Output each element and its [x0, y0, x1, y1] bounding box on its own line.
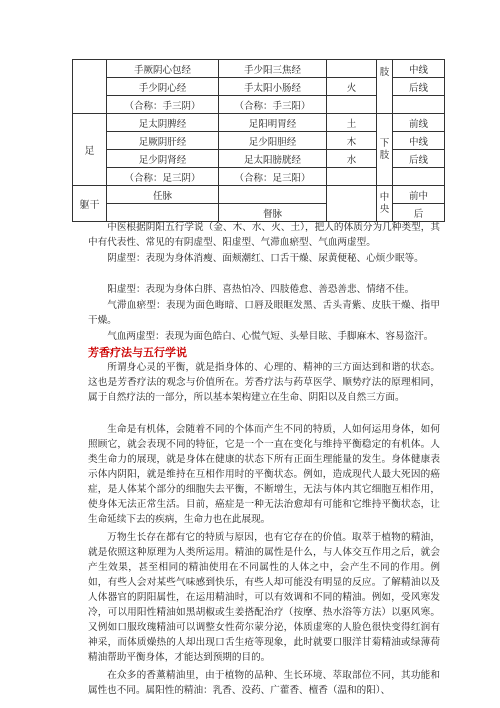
table-cell: 中线 [393, 132, 445, 150]
table-row [73, 60, 445, 78]
paragraph-essential-oils: 万物生长存在都有它的特质与原因，也有它存在的价值。取萃于植物的精油，就是依照这种原理为人类所运用。精油的属性是什么，与人体交互作用之后，就会产生效果，甚至相同的精油使用在不同属性的人体之中，会产生不同的作用。例如，有些人会对某些气味感到快乐，有些人却可能没有明显的反应。了解精油以及人体器官的阴阳属性，在运用精油时，可以有效调和不同的精油。例如，受风寒发冷，可以用阳性精油如黑胡椒或生姜搭配治疗（按摩、热水浴等方法）以驱风寒。又例如口服玫瑰精油可以调整女性荷尔蒙分泌，体质虚寒的人脸色很快变得红润有神采，而体质燥热的人却出现口舌生疮等现象，此时就要口服洋甘菊精油或绿薄荷精油帮助平衡身体，才能达到预期的目的。 [88, 532, 440, 663]
foot-group-cell: 足 [73, 114, 107, 186]
paragraph-life: 生命是有机体，会随着不同的个体而产生不同的特质，人如何运用身体，如何照顾它，就会表现不同的特征，它是一个一直在变化与维持平衡稳定的有机体。人类生命力的展现，就是身体在健康的状态下所有正面生理能量的发生。身体健康表示体内阴阳，就是维持在互相作用时的平衡状态。例如，造成现代人最大死因的癌症，是人体某个部分的细胞失去平衡，不断增生，无法与体内其它细胞互相作用，使身体无法正常生活。目前，癌症是一种无法治愈却有可能和它维持平衡状态，让生命延续下去的疾病，生命力也在此展现。 [88, 424, 440, 525]
table-cell: 手厥阴心包经 [107, 60, 219, 78]
limb-lower-cell: 下肢 [377, 114, 393, 186]
table-cell: （合称：手三阳） [219, 96, 327, 114]
table-cell: 后 [393, 204, 445, 222]
table-cell [327, 96, 377, 114]
table-cell: 后线 [393, 78, 445, 96]
table-row [73, 114, 445, 132]
table-cell [393, 96, 445, 114]
table-cell: 后线 [393, 150, 445, 168]
paragraph-balance: 所谓身心灵的平衡，就是指身体的、心理的、精神的三方面达到和谐的状态。这也是芳香疗法的观念与价值所在。芳香疗法与药草医学、顺势疗法的原理相同，属于自然疗法的一部分，所以基本架构建立在生命、阴阳以及自然三方面。 [88, 362, 440, 403]
limb-upper-cell: 肢 [377, 60, 393, 114]
paragraph-yang-deficiency: 阳虚型：表现为身体白胖、喜热怕冷、四肢倦怠、善恐善悲、情绪不佳。 [107, 284, 415, 295]
table-cell: 足少阴肾经 [107, 150, 219, 168]
table-cell: 足阳明胃经 [219, 114, 327, 132]
table-cell: 木 [327, 132, 377, 150]
paragraph-qi-blood-deficiency: 气血两虚型：表现为面色皓白、心慌气短、头晕目眩、手脚麻木、容易盗汗。 [107, 331, 434, 342]
table-cell [327, 60, 377, 78]
table-cell: 足少阳胆经 [219, 132, 327, 150]
table-cell: 水 [327, 150, 377, 168]
table-cell: 任脉 [107, 186, 219, 204]
table-cell [219, 186, 327, 204]
table-cell: 中线 [393, 60, 445, 78]
table-cell [107, 204, 219, 222]
table-cell: 火 [327, 78, 377, 96]
hand-group-cell [73, 60, 107, 114]
trunk-side-cell: 中央 [377, 186, 393, 222]
table-cell: 土 [327, 114, 377, 132]
table-cell: 前中 [393, 186, 445, 204]
table-cell [327, 186, 377, 222]
table-cell: 手太阳小肠经 [219, 78, 327, 96]
table-cell: （合称：足三阴） [107, 168, 219, 186]
paragraph-oil-properties: 在众多的香薰精油里，由于植物的品种、生长环境、萃取部位不同，其功能和属性也不同。属阳性的精油：乳香、没药、广藿香、檀香（温和的阳）、 [88, 670, 440, 696]
table-cell: 督脉 [219, 204, 327, 222]
meridian-table [72, 59, 445, 222]
paragraph-qi-stagnation: 气滞血瘀型：表现为面色晦暗、口唇及眼眶发黑、舌头青紫、皮肤干燥、指甲干燥。 [88, 300, 440, 326]
paragraph-yin-deficiency: 阴虚型：表现为身体消瘦、面颊潮红、口舌干燥、尿黄便秘、心烦少眠等。 [107, 253, 424, 264]
table-cell: 足太阴脾经 [107, 114, 219, 132]
table-cell [393, 168, 445, 186]
table-row [73, 186, 445, 204]
table-cell [327, 168, 377, 186]
table-cell: 足厥阴肝经 [107, 132, 219, 150]
trunk-group-cell: 躯干 [73, 186, 107, 222]
paragraph-constitution: 中医根据阴阳五行学说（金、木、水、火、土），把人的体质分为几种类型，其中有代表性、常见的有阴虚型、阳虚型、气滞血瘀型、气血两虚型。 [88, 222, 440, 248]
table-cell: 前线 [393, 114, 445, 132]
table-cell: （合称：手三阴） [107, 96, 219, 114]
table-cell: 足太阳膀胱经 [219, 150, 327, 168]
section-heading: 芳香疗法与五行学说 [88, 346, 187, 359]
table-cell: 手少阳三焦经 [219, 60, 327, 78]
table-cell: （合称：足三阳） [219, 168, 327, 186]
table-cell: 手少阴心经 [107, 78, 219, 96]
